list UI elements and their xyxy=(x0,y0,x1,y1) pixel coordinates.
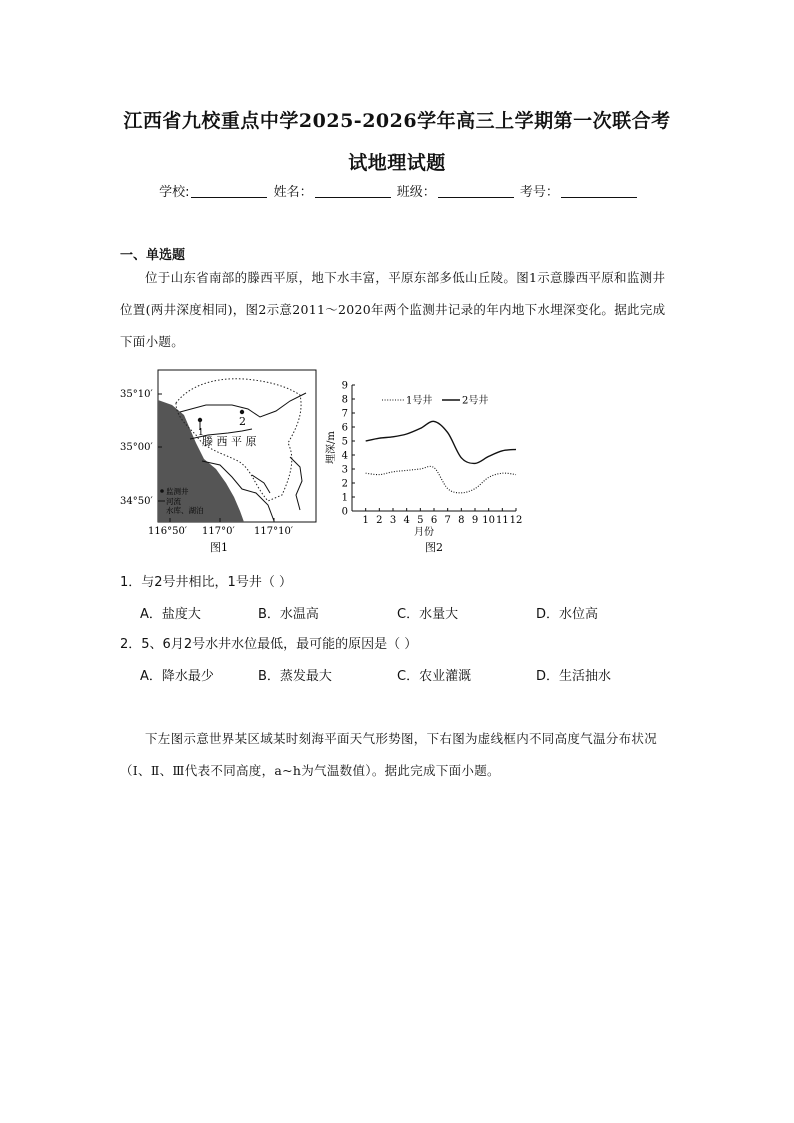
well-1-label: 1 xyxy=(198,428,204,438)
plain-label: 滕 西 平 原 xyxy=(202,435,257,448)
x-tick-label: 8 xyxy=(458,515,465,526)
x-tick-label: 5 xyxy=(417,515,424,526)
figure-2-chart xyxy=(320,375,530,565)
figure-2-caption: 图2 xyxy=(425,541,443,554)
y-tick-label: 9 xyxy=(341,380,348,392)
y-tick-label: 1 xyxy=(341,492,348,504)
exam-number-label: 考号： xyxy=(519,185,559,200)
q1-option-a[interactable]: A．盐度大 xyxy=(140,607,201,622)
well-1-marker xyxy=(198,418,202,422)
exam-number-blank[interactable] xyxy=(561,185,637,198)
x-tick-label: 3 xyxy=(389,515,397,526)
figure-1-caption: 图1 xyxy=(210,541,228,554)
q2-option-b[interactable]: B．蒸发最大 xyxy=(258,669,332,684)
x-tick-label: 11 xyxy=(495,515,509,526)
y-tick-label: 4 xyxy=(341,450,348,462)
y-axis-label: 埋深/m xyxy=(326,431,337,464)
x-tick-label: 9 xyxy=(471,515,479,526)
school-label: 学校: xyxy=(159,185,190,200)
x-axis-label: 月份 xyxy=(414,527,434,538)
page-title-continued: 试地理试题 xyxy=(348,152,446,174)
school-blank[interactable] xyxy=(191,185,267,198)
x-tick-label: 4 xyxy=(403,515,410,526)
y-tick-label: 2 xyxy=(341,478,348,490)
x-tick-label: 6 xyxy=(430,515,438,526)
lat-label-3: 34°50′ xyxy=(120,496,153,507)
legend-label-2: 2号井 xyxy=(462,395,489,407)
y-tick-label: 8 xyxy=(341,394,348,406)
y-tick-label: 3 xyxy=(341,464,348,476)
lat-label-1: 35°10′ xyxy=(120,389,153,400)
figure-1-map xyxy=(120,365,330,565)
student-info-line xyxy=(0,181,794,200)
y-tick-label: 0 xyxy=(341,506,348,518)
q2-option-a[interactable]: A．降水最少 xyxy=(140,669,214,684)
q2-option-d[interactable]: D．生活抽水 xyxy=(536,669,612,684)
series-line-2 xyxy=(366,421,516,463)
q1-option-b[interactable]: B．水温高 xyxy=(258,607,319,622)
legend-river: 河流 xyxy=(166,497,181,506)
section-heading: 一、单选题 xyxy=(120,248,186,263)
x-tick-label: 2 xyxy=(376,515,383,526)
legend-label-1: 1号井 xyxy=(406,395,433,407)
y-tick-label: 5 xyxy=(341,436,348,448)
class-label: 班级： xyxy=(396,185,436,200)
legend-well: 监测井 xyxy=(166,487,189,496)
passage-1: 位于山东省南部的滕西平原，地下水丰富，平原东部多低山丘陵。图1示意滕西平原和监测井位置(两井深度相同)，图2示意2011～2020年两个监测井记录的年内地下水埋深变化。据此完成下面小题。 xyxy=(120,270,666,349)
well-2-marker xyxy=(240,410,244,414)
y-tick-label: 6 xyxy=(341,422,348,434)
legend-lake: 水库、湖泊 xyxy=(166,506,204,515)
legend-lake-icon xyxy=(159,508,165,512)
x-tick-label: 10 xyxy=(482,515,496,526)
name-label: 姓名： xyxy=(273,185,313,200)
question-1: 1．与2号井相比，1号井（ ） xyxy=(120,575,292,590)
q1-option-c[interactable]: C．水量大 xyxy=(397,607,459,622)
x-tick-label: 12 xyxy=(509,515,523,526)
q2-option-c[interactable]: C．农业灌溉 xyxy=(397,669,472,684)
lon-label-1: 116°50′ xyxy=(148,526,188,537)
chart-series xyxy=(366,421,516,492)
class-blank[interactable] xyxy=(438,185,514,198)
lat-label-2: 35°00′ xyxy=(120,442,153,453)
x-tick-label: 7 xyxy=(444,515,451,526)
lon-label-3: 117°10′ xyxy=(254,526,294,537)
series-line-1 xyxy=(366,466,516,492)
y-tick-label: 7 xyxy=(341,408,348,420)
well-2-label: 2 xyxy=(239,415,246,428)
question-2: 2．5、6月2号水井水位最低，最可能的原因是（ ） xyxy=(120,637,418,652)
x-tick-label: 1 xyxy=(362,515,369,526)
page-title: 江西省九校重点中学2025-2026学年高三上学期第一次联合考 xyxy=(123,110,671,132)
name-blank[interactable] xyxy=(315,185,391,198)
lon-label-2: 117°0′ xyxy=(202,526,235,537)
passage-2: 下左图示意世界某区域某时刻海平面天气形势图，下右图为虚线框内不同高度气温分布状况（Ⅰ、Ⅱ、Ⅲ代表不同高度，a~h为气温数值）。据此完成下面小题。 xyxy=(120,731,658,778)
chart-legend xyxy=(382,394,488,407)
q1-option-d[interactable]: D．水位高 xyxy=(536,607,599,622)
legend-well-icon xyxy=(160,489,164,493)
